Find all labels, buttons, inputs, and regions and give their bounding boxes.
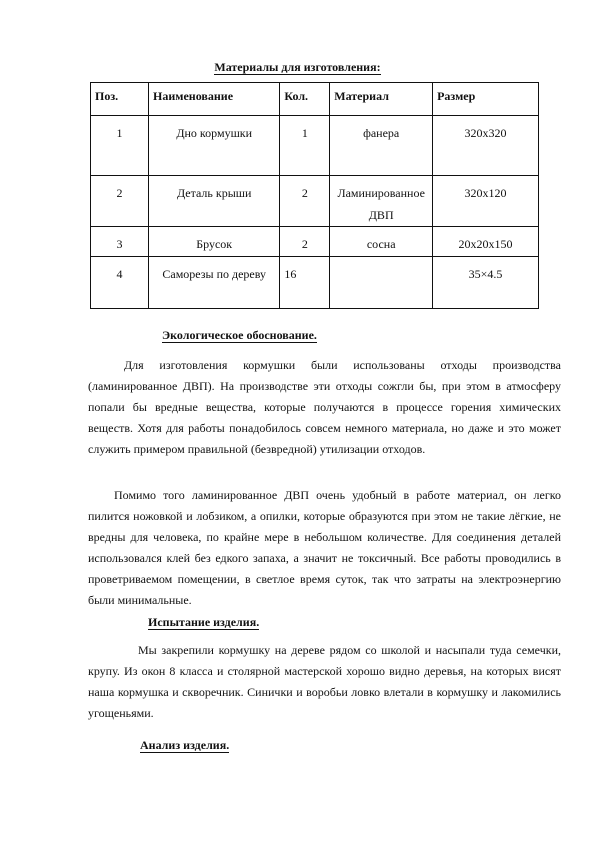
test-heading: Испытание изделия.	[148, 615, 260, 629]
header-material: Материал	[330, 83, 433, 116]
analysis-heading: Анализ изделия.	[140, 738, 230, 752]
table-header-row	[91, 83, 539, 116]
cell-pos: 3	[91, 227, 149, 257]
header-size: Размер	[433, 83, 539, 116]
test-paragraph: Мы закрепили кормушку на дереве рядом со школой и насыпали туда семечки, крупу. Из окон 8 класса и столярной мастерской хорошо видно деревья, на которых висят наша кормушка и скворечник. Синички и воробьи ловко влетали в кормушку и лакомились угощеньями.	[88, 643, 561, 720]
table-row	[91, 227, 539, 257]
header-pos: Поз.	[91, 83, 149, 116]
table-row	[91, 116, 539, 176]
page-title: Материалы для изготовления:	[214, 60, 381, 74]
cell-qty: 16	[280, 257, 330, 309]
cell-name: Саморезы по дереву	[149, 257, 280, 309]
cell-name: Дно кормушки	[149, 116, 280, 176]
cell-material: сосна	[330, 227, 433, 257]
cell-size: 35×4.5	[433, 257, 539, 309]
eco-heading: Экологическое обоснование.	[162, 328, 317, 342]
cell-material	[330, 257, 433, 309]
cell-qty: 1	[280, 116, 330, 176]
materials-table	[90, 82, 539, 309]
cell-material: Ламинированное ДВП	[330, 176, 433, 227]
eco-paragraph-2: Помимо того ламинированное ДВП очень удобный в работе материал, он легко пилится ножовкой и лобзиком, а опилки, которые образуются при этом не такие лёгкие, не вредны для человека, по крайне мере в небольшом количестве. Для соединения деталей использовался клей без едкого запаха, а значит не токсичный. Все работы проводились в проветриваемом помещении, в светлое время суток, так что затраты на электроэнергию были минимальные.	[88, 488, 561, 607]
table-row	[91, 257, 539, 309]
cell-size: 320х320	[433, 116, 539, 176]
cell-material: фанера	[330, 116, 433, 176]
cell-pos: 1	[91, 116, 149, 176]
header-qty: Кол.	[280, 83, 330, 116]
eco-paragraph-1: Для изготовления кормушки были использованы отходы производства (ламинированное ДВП). На производстве эти отходы сожгли бы, при этом в атмосферу попали бы вредные вещества, которые получаются в процессе горения химических веществ. Хотя для работы понадобилось совсем немного материала, но даже и это может служить примером правильной (безвредной) утилизации отходов.	[88, 358, 561, 456]
cell-name: Брусок	[149, 227, 280, 257]
header-name: Наименование	[149, 83, 280, 116]
cell-pos: 4	[91, 257, 149, 309]
cell-name: Деталь крыши	[149, 176, 280, 227]
cell-qty: 2	[280, 227, 330, 257]
table-row	[91, 176, 539, 227]
cell-size: 320х120	[433, 176, 539, 227]
cell-size: 20х20х150	[433, 227, 539, 257]
cell-pos: 2	[91, 176, 149, 227]
cell-qty: 2	[280, 176, 330, 227]
